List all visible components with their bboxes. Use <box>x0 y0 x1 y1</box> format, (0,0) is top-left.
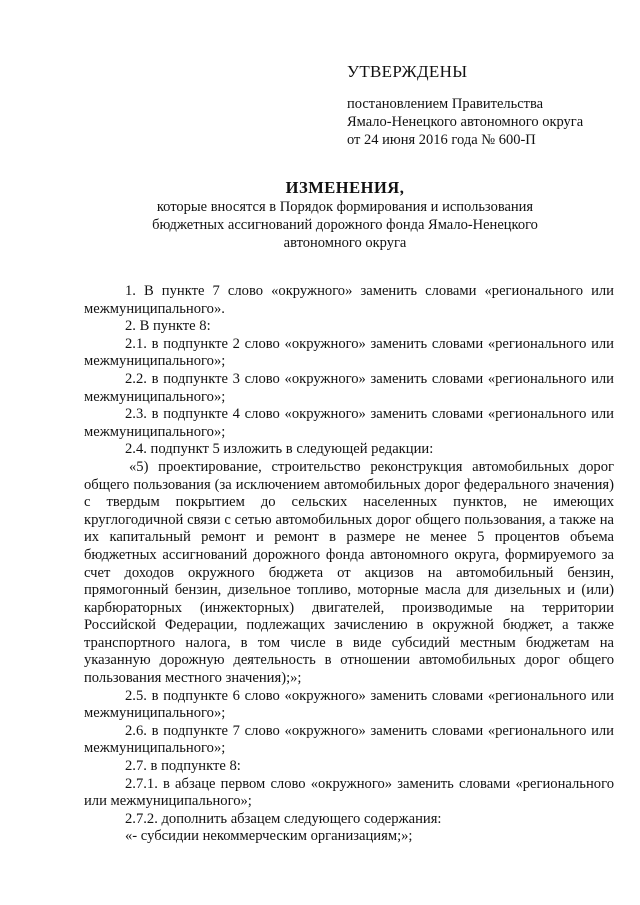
paragraph-2-2: 2.2. в подпункте 3 слово «окружного» заменить словами «регионального или межмуниципального»; <box>84 370 614 405</box>
document-heading <box>80 178 610 252</box>
paragraph-2-3: 2.3. в подпункте 4 слово «окружного» заменить словами «регионального или межмуниципального»; <box>84 406 614 440</box>
paragraph-2-6: 2.6. в подпункте 7 слово «окружного» заменить словами «регионального или межмуниципального»; <box>84 722 614 757</box>
paragraph-2-7: 2.7. в подпункте 8: <box>125 758 241 775</box>
paragraph-2-7-1: 2.7.1. в абзаце первом слово «окружного» заменить словами «регионального или межмуниципального»; <box>84 775 614 810</box>
paragraph-2-5: 2.5. в подпункте 6 слово «окружного» заменить словами «регионального или межмуниципального»; <box>84 687 614 722</box>
heading-subtitle-line: бюджетных ассигнований дорожного фонда Ямало-Ненецкого <box>152 217 538 233</box>
heading-title: ИЗМЕНЕНИЯ, <box>285 178 405 197</box>
approval-details <box>347 95 617 149</box>
approval-line: Ямало-Ненецкого автономного округа <box>347 114 584 130</box>
heading-subtitle-line: автономного округа <box>283 235 407 251</box>
approval-line: от 24 июня 2016 года № 600-П <box>347 132 536 148</box>
paragraph-2-4: 2.4. подпункт 5 изложить в следующей редакции: <box>125 441 434 458</box>
heading-subtitle-line: которые вносятся в Порядок формирования и использования <box>156 199 534 215</box>
paragraph-2: 2. В пункте 8: <box>125 318 211 335</box>
paragraph-1: 1. В пункте 7 слово «окружного» заменить словами «регионального или межмуниципального». <box>84 283 614 317</box>
document-body <box>84 283 614 846</box>
paragraph-2-7-2: 2.7.2. дополнить абзацем следующего содержания: <box>125 810 442 827</box>
approval-line: постановлением Правительства <box>347 96 544 112</box>
approval-title: УТВЕРЖДЕНЫ <box>347 62 468 81</box>
paragraph-2-1: 2.1. в подпункте 2 слово «окружного» заменить словами «регионального или межмуниципального»; <box>84 335 614 370</box>
approval-block <box>347 62 617 149</box>
quoted-new-paragraph: «- субсидии некоммерческим организациям;»; <box>125 828 413 845</box>
quoted-subparagraph-5: «5) проектирование, строительство реконструкция автомобильных дорог общего пользования (за исключением автомобильных дорог федерального значения) с твердым покрытием до сельских населенных пунктов, не имеющих круглогодичной связи с сетью автомобильных дорог общего пользования, а также на их капитальный ремонт и ремонт в размере не менее 5 процентов объема бюджетных ассигнований дорожного фонда автономного округа, формируемого за счет доходов окружного бюджета от акцизов на автомобильный бензин, прямогонный бензин, дизельное топливо, моторные масла для дизельных и (или) карбюраторных (инжекторных) двигателей, производимые на территории Российской Федерации, подлежащих зачислению в окружной бюджет, а также транспортного налога, в том числе в виде субсидий местным бюджетам на указанную дорожную деятельность в отношении автомобильных дорог общего пользования местного значения);»; <box>84 458 614 687</box>
